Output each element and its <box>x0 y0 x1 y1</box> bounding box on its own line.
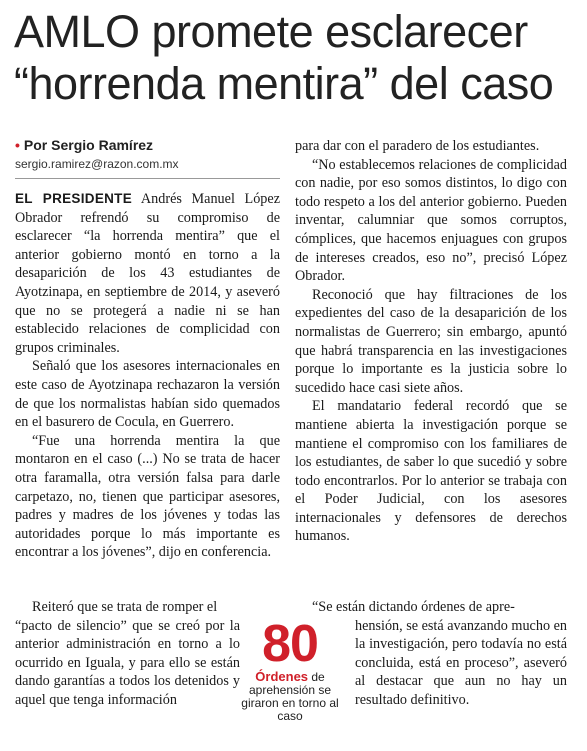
headline <box>14 6 580 110</box>
lead-in: EL PRESIDENTE <box>15 191 133 206</box>
paragraph-8-continued: hensión, se está avanzando mucho en la investigación, pero todavía no está concluida, está en proceso”, aseveró al destacar que aun no hay un resultado definitivo. <box>355 617 567 708</box>
bullet-icon: • <box>15 137 20 153</box>
paragraph-7: El mandatario federal recordó que se mantiene abierta la investigación porque se mantiene el compromiso con los familiares de los estudiantes, de saber lo que sucedió y sobre todo encontrarlos. Por lo anterior se trabaja con el Poder Judicial, con los asesores internacionales y defensores de derechos humanos. <box>295 398 567 545</box>
paragraph-5: “No establecemos relaciones de complicidad con nadie, por eso somos distintos, lo digo con todo respeto a los del anterior gobierno. Pueden inventar, calumniar que somos corruptos, cómplices, que hacemos enjuagues con grupos de intereses creados, eso no”, precisó López Obrador. <box>295 156 567 285</box>
stat-label-bold: Órdenes <box>255 669 309 684</box>
paragraph-1-text: Andrés Manuel López Obrador refrendó su compromiso de esclarecer “la horrenda mentira” que el anterior gobierno montó en torno a la desaparición de los 43 estudiantes de Ayotzinapa, en septiembre de 2014, y aseveró que no se protegerá a nadie ni se han establecido relaciones de complicidad con grupos criminales. <box>15 191 280 356</box>
author-email: sergio.ramirez@razon.com.mx <box>15 157 179 171</box>
headline-line-2: “horrenda mentira” del caso <box>14 58 554 109</box>
article-column-2 <box>295 137 567 546</box>
paragraph-4-start: Reiteró que se trata de romper el <box>32 599 218 615</box>
stat-number: 80 <box>262 615 318 673</box>
article-column-2-bottom <box>295 598 567 710</box>
paragraph-6: Reconoció que hay filtraciones de los expedientes del caso de la desaparición de los normalistas de Guerrero; sin embargo, apuntó que habrá transparencia en las investigaciones porque lo importante es la justicia sobre lo sucedido hace casi siete años. <box>295 286 567 396</box>
stat-label-rest: de aprehensión se giraron en torno al caso <box>241 670 339 723</box>
paragraph-4-continued: “pacto de silencio” que se creó por la anterior administración en torno a lo ocurrido en Iguala, y para ello se están dando garantías a todos los detenidos y aquel que tenga información <box>15 617 240 708</box>
author-name: Por Sergio Ramírez <box>23 137 154 153</box>
byline <box>15 137 153 153</box>
paragraph-3: “Fue una horrenda mentira la que montaron en el caso (...) No se trata de hacer otra faramalla, otra versión falsa para darle carpetazo, no, tienen que participar asesores, padres y madres de los jóvenes y todas las autoridades porque lo más importante es encontrar a los jóvenes”, dijo en conferencia. <box>15 432 280 561</box>
paragraph-4-end: para dar con el paradero de los estudiantes. <box>295 138 540 154</box>
paragraph-8-start: “Se están dictando órdenes de apre- <box>312 599 515 615</box>
paragraph-2: Señaló que los asesores internacionales en este caso de Ayotzinapa rechazaron la versión de que los normalistas habían sido quemados en el basurero de Cocula, en Guerrero. <box>15 358 280 431</box>
byline-divider <box>15 178 280 179</box>
article-column-1 <box>15 190 280 562</box>
paragraph-1 <box>15 190 280 357</box>
headline-line-1: AMLO promete esclarecer <box>14 6 528 57</box>
